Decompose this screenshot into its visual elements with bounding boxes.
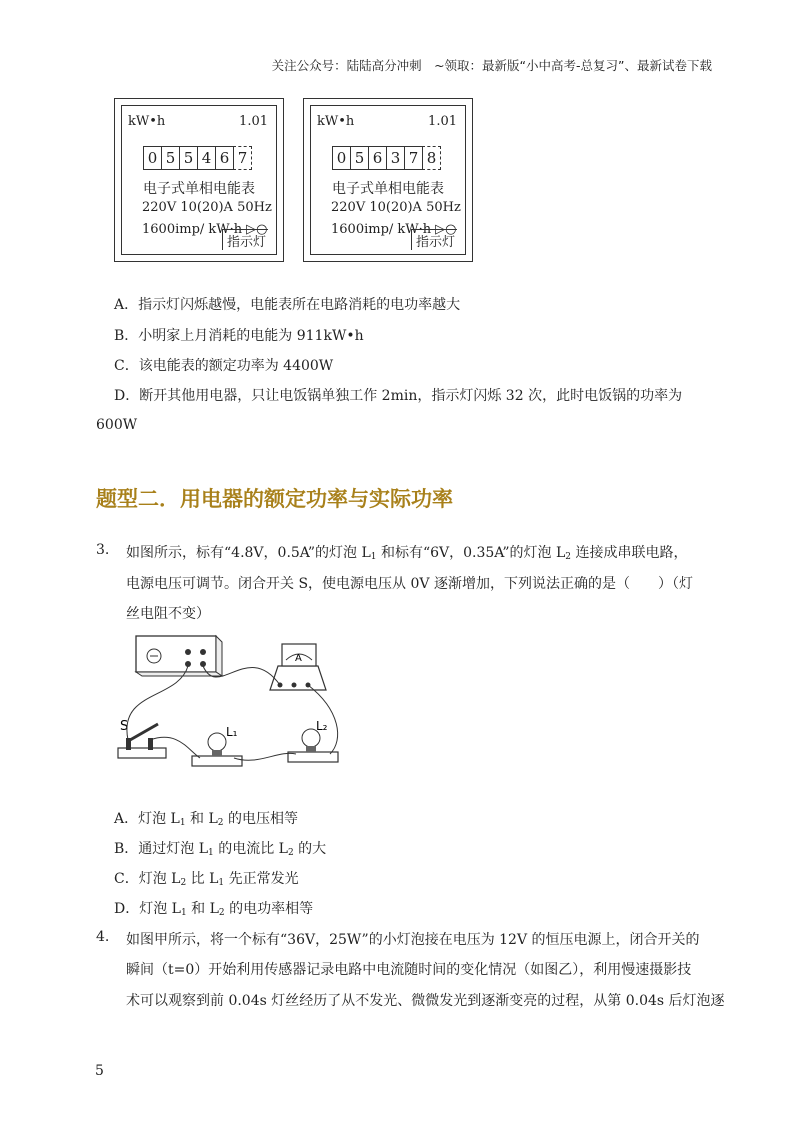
- q3-number: 3.: [96, 542, 110, 558]
- q3-option-a: A．灯泡 $L_1$ 和 $L_2$ 的电压相等: [114, 811, 298, 828]
- svg-text:S: S: [120, 719, 129, 734]
- svg-text:L₂: L₂: [316, 719, 328, 733]
- meter-digit: 5: [161, 146, 180, 170]
- q3-option-d: D．灯泡 $L_1$ 和 $L_2$ 的电功率相等: [114, 901, 314, 918]
- meter-digit: 6: [368, 146, 387, 170]
- q4-stem-line3: 术可以观察到前 0.04s 灯丝经历了从不发光、微微发光到逐渐变亮的过程，从第 0.04s 后灯泡逐: [126, 993, 725, 1009]
- meter-digit: 0: [143, 146, 162, 170]
- svg-text:A: A: [295, 653, 302, 664]
- meter-digit: 6: [215, 146, 234, 170]
- meter-digit: 3: [386, 146, 405, 170]
- page-header: 关注公众号：陆陆高分冲刺 ~领取：最新版“小中高考-总复习”、最新试卷下载: [271, 58, 712, 73]
- section-title: 题型二．用电器的额定功率与实际功率: [96, 487, 453, 511]
- q4-number: 4.: [96, 929, 110, 945]
- meter-name: 电子式单相电能表: [143, 181, 255, 197]
- q4-stem-line1: 如图甲所示，将一个标有“36V，25W”的小灯泡接在电压为 12V 的恒压电源上，闭合开关的: [126, 932, 700, 948]
- energy-meter-2: [303, 98, 473, 262]
- meter-imp: 1600imp/ kW·h ▷○: [331, 222, 457, 237]
- switch: [118, 719, 166, 758]
- meter-unit: kW•h: [128, 114, 166, 129]
- meter-digit: 5: [350, 146, 369, 170]
- q3-option-c: C．灯泡 $L_2$ 比 $L_1$ 先正常发光: [114, 871, 299, 888]
- meter-digits: [333, 146, 441, 170]
- meter-version: 1.01: [428, 114, 457, 129]
- energy-meter-1: [114, 98, 284, 262]
- bulb-l2: [288, 719, 338, 762]
- page-number: 5: [95, 1063, 104, 1079]
- meter-digit: 0: [332, 146, 351, 170]
- q2-option-d-cont: 600W: [96, 417, 138, 433]
- q3-stem-line3: 丝电阻不变）: [126, 606, 210, 622]
- meter-digit: 7: [233, 146, 252, 170]
- meter-indicator-label: 指示灯: [222, 229, 268, 250]
- bulb-l1: [192, 725, 242, 766]
- meter-digit: 8: [422, 146, 441, 170]
- circuit-figure: [108, 630, 348, 782]
- indicator-symbol-icon: ▷○: [246, 222, 268, 237]
- indicator-symbol-icon: ▷○: [435, 222, 457, 237]
- meter-digit: 5: [179, 146, 198, 170]
- meter-name: 电子式单相电能表: [332, 181, 444, 197]
- meter-imp: 1600imp/ kW·h ▷○: [142, 222, 268, 237]
- meter-digits: [144, 146, 252, 170]
- q3-stem-line1: 如图所示，标有“4.8V，0.5A”的灯泡 $L_1$ 和标有“6V，0.35A”的灯泡 $L_2$ 连接成串联电路，: [126, 545, 688, 562]
- q2-option-c: C．该电能表的额定功率为 4400W: [114, 358, 334, 374]
- power-supply: [136, 636, 222, 676]
- meter-version: 1.01: [239, 114, 268, 129]
- meter-digit: 7: [404, 146, 423, 170]
- q3-option-b: B．通过灯泡 $L_1$ 的电流比 $L_2$ 的大: [114, 841, 327, 858]
- q2-option-d: D．断开其他用电器，只让电饭锅单独工作 2min，指示灯闪烁 32 次，此时电饭锅的功率为: [114, 388, 683, 404]
- meter-spec: 220V 10(20)A 50Hz: [142, 200, 272, 215]
- meter-indicator-label: 指示灯: [411, 229, 457, 250]
- svg-text:L₁: L₁: [226, 725, 238, 739]
- meter-unit: kW•h: [317, 114, 355, 129]
- q3-stem-line2: 电源电压可调节。闭合开关 S，使电源电压从 0V 逐渐增加，下列说法正确的是（ ）（灯: [126, 576, 693, 592]
- q2-option-a: A．指示灯闪烁越慢，电能表所在电路消耗的电功率越大: [114, 297, 461, 313]
- q2-option-b: B．小明家上月消耗的电能为 911kW•h: [114, 328, 364, 344]
- meter-spec: 220V 10(20)A 50Hz: [331, 200, 461, 215]
- q4-stem-line2: 瞬间（t=0）开始利用传感器记录电路中电流随时间的变化情况（如图乙），利用慢速摄影技: [126, 962, 692, 978]
- meter-digit: 4: [197, 146, 216, 170]
